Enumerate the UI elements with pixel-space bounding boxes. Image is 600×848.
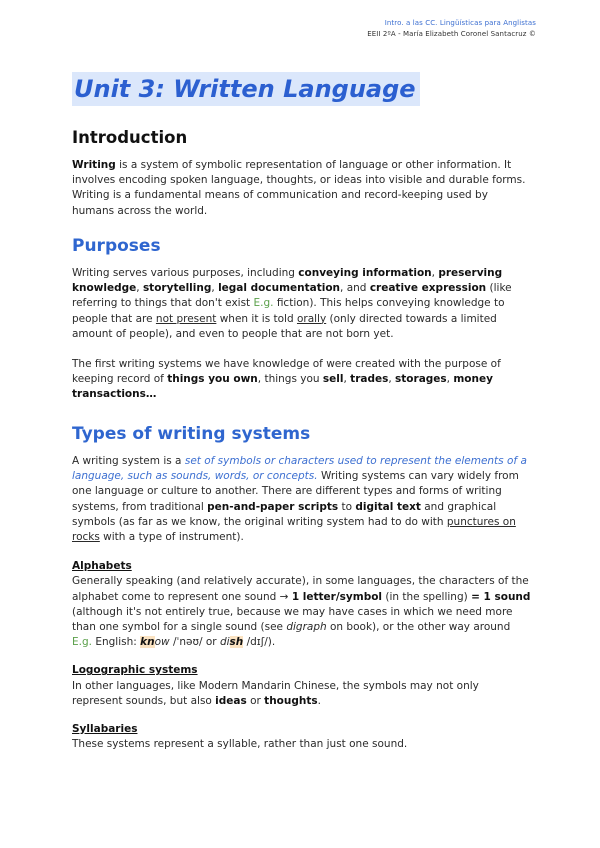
alphabets-paragraph: Generally speaking (and relatively accurate), in some languages, the characters of the alphabet come to represent one sound → 1 letter/symbol (in the spelling) = 1 sound (although it's not entirely true, because we may have cases in which we need more than one symbol for a single sound (see digraph on book), or the other way around E.g. English: know /ˈnəʊ/ or dish /dɪʃ/). <box>72 575 531 649</box>
logographic-paragraph: In other languages, like Modern Mandarin Chinese, the symbols may not only represent sounds, but also ideas or thoughts. <box>72 679 479 707</box>
types-paragraph: A writing system is a set of symbols or characters used to represent the elements of a language, such as sounds, words, or concepts. Writing systems can vary widely from one language or culture to another. There are different types and forms of writing systems, from traditional pen-and-paper scripts to digital text and graphical symbols (as far as we know, the original writing system had to do with punctures on rocks with a type of instrument). <box>72 455 527 544</box>
types-heading: Types of writing systems <box>72 424 311 444</box>
types-section <box>72 422 532 752</box>
purposes-paragraph-1: Writing serves various purposes, including conveying information, preserving knowledge, storytelling, legal documentation, and creative expression (like referring to things that don't exist E.g. fiction). This helps conveying knowledge to people that are not present when it is told orally (only directed towards a limited amount of people), and even to people that are not born yet. <box>72 267 512 340</box>
purposes-heading: Purposes <box>72 236 161 256</box>
introduction-paragraph: Writing is a system of symbolic representation of language or other information. It involves encoding spoken language, thoughts, or ideas into visible and durable forms. Writing is a fundamental means of communication and record-keeping used by humans across the world. <box>72 159 526 217</box>
alphabets-heading: Alphabets <box>72 560 132 573</box>
header-course: Intro. a las CC. Lingüísticas para Anglistas <box>384 19 536 27</box>
purposes-section <box>72 234 532 403</box>
introduction-heading: Introduction <box>72 128 188 147</box>
header-author: EEII 2ºA - María Elizabeth Coronel Santacruz © <box>367 30 536 38</box>
logographic-heading: Logographic systems <box>72 664 198 677</box>
logographic-subsection <box>72 663 532 709</box>
introduction-section <box>72 126 532 219</box>
purposes-paragraph-2: The first writing systems we have knowledge of were created with the purpose of keeping record of things you own, things you sell, trades, storages, money transactions… <box>72 358 501 401</box>
syllabaries-paragraph: These systems represent a syllable, rather than just one sound. <box>72 738 408 751</box>
syllabaries-subsection <box>72 722 532 752</box>
syllabaries-heading: Syllabaries <box>72 723 138 736</box>
page-title: Unit 3: Written Language <box>72 72 420 106</box>
running-header <box>367 18 536 40</box>
alphabets-subsection <box>72 559 532 650</box>
